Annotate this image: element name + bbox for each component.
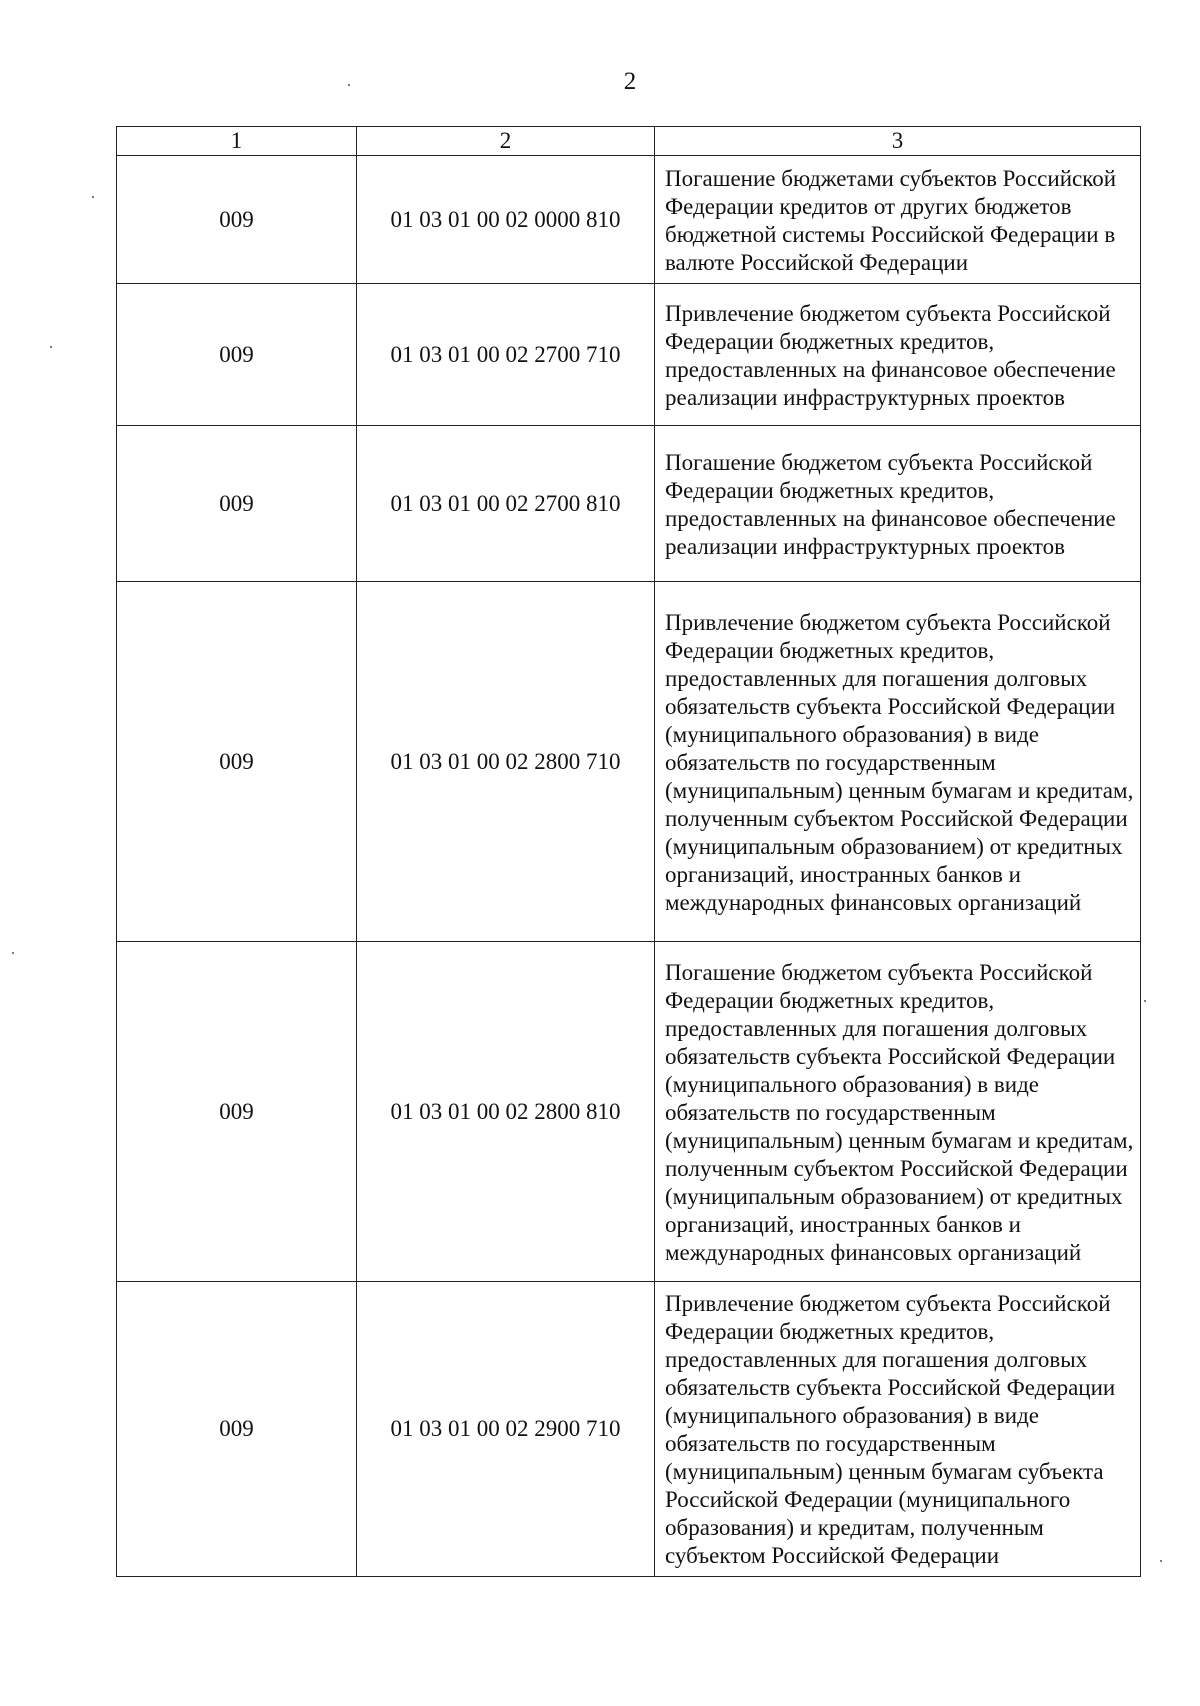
table-row bbox=[117, 1282, 1141, 1577]
admin-code-cell: 009 bbox=[117, 156, 357, 284]
budget-code-cell: 01 03 01 00 02 2800 710 bbox=[357, 582, 655, 942]
admin-code-cell: 009 bbox=[117, 426, 357, 582]
description-cell: Погашение бюджетом субъекта Российской Федерации бюджетных кредитов, предоставленных для погашения долговых обязательств субъекта Российской Федерации (муниципального образования) в виде обязательств по государственным (муниципальным) ценным бумагам и кредитам, полученным субъектом Российской Федерации (муниципальным образованием) от кредитных организаций, иностранных банков и международных финансовых организаций bbox=[655, 942, 1141, 1282]
budget-code-cell: 01 03 01 00 02 2900 710 bbox=[357, 1282, 655, 1577]
scan-speck bbox=[92, 196, 94, 198]
column-header-2: 2 bbox=[357, 127, 655, 156]
page-number: 2 bbox=[623, 68, 637, 95]
table-row bbox=[117, 426, 1141, 582]
admin-code-cell: 009 bbox=[117, 582, 357, 942]
column-header-1: 1 bbox=[117, 127, 357, 156]
budget-code-cell: 01 03 01 00 02 2800 810 bbox=[357, 942, 655, 1282]
table-row bbox=[117, 284, 1141, 426]
admin-code-cell: 009 bbox=[117, 1282, 357, 1577]
column-header-3: 3 bbox=[655, 127, 1141, 156]
table-row bbox=[117, 156, 1141, 284]
table-header-row bbox=[117, 127, 1141, 156]
budget-codes-table bbox=[116, 126, 1141, 1577]
budget-code-cell: 01 03 01 00 02 2700 710 bbox=[357, 284, 655, 426]
budget-code-cell: 01 03 01 00 02 0000 810 bbox=[357, 156, 655, 284]
scan-speck bbox=[50, 346, 52, 348]
scan-speck bbox=[1160, 1560, 1162, 1562]
table-row bbox=[117, 942, 1141, 1282]
scan-speck bbox=[1144, 1000, 1146, 1002]
admin-code-cell: 009 bbox=[117, 942, 357, 1282]
table-row bbox=[117, 582, 1141, 942]
description-cell: Погашение бюджетом субъекта Российской Федерации бюджетных кредитов, предоставленных на финансовое обеспечение реализации инфраструктурных проектов bbox=[655, 426, 1141, 582]
scan-speck bbox=[348, 84, 350, 86]
description-cell: Привлечение бюджетом субъекта Российской Федерации бюджетных кредитов, предоставленных на финансовое обеспечение реализации инфраструктурных проектов bbox=[655, 284, 1141, 426]
budget-code-cell: 01 03 01 00 02 2700 810 bbox=[357, 426, 655, 582]
description-cell: Привлечение бюджетом субъекта Российской Федерации бюджетных кредитов, предоставленных для погашения долговых обязательств субъекта Российской Федерации (муниципального образования) в виде обязательств по государственным (муниципальным) ценным бумагам субъекта Российской Федерации (муниципального образования) и кредитам, полученным субъектом Российской Федерации bbox=[655, 1282, 1141, 1577]
description-cell: Погашение бюджетами субъектов Российской Федерации кредитов от других бюджетов бюджетной системы Российской Федерации в валюте Российской Федерации bbox=[655, 156, 1141, 284]
description-cell: Привлечение бюджетом субъекта Российской Федерации бюджетных кредитов, предоставленных для погашения долговых обязательств субъекта Российской Федерации (муниципального образования) в виде обязательств по государственным (муниципальным) ценным бумагам и кредитам, полученным субъектом Российской Федерации (муниципальным образованием) от кредитных организаций, иностранных банков и международных финансовых организаций bbox=[655, 582, 1141, 942]
scan-speck bbox=[12, 952, 14, 954]
admin-code-cell: 009 bbox=[117, 284, 357, 426]
